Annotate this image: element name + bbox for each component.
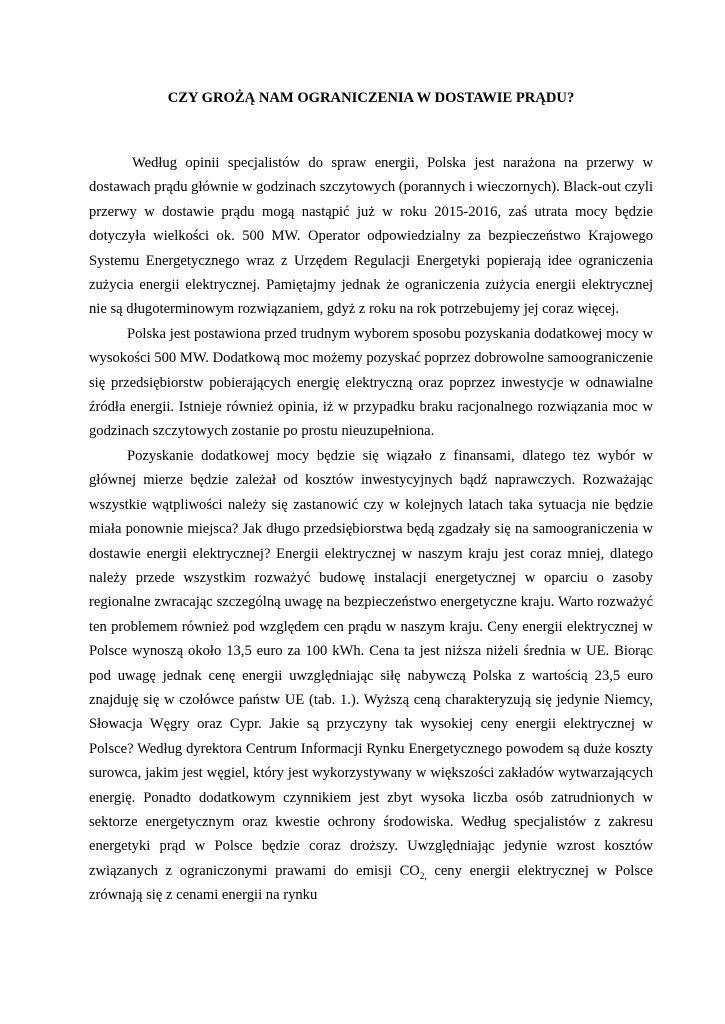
document-body	[89, 151, 653, 908]
paragraph-1: Według opinii specjalistów do spraw energii, Polska jest narażona na przerwy w dostawach prądu głównie w godzinach szczytowych (porannych i wieczornych). Black-out czyli przerwy w dostawie prądu mogą nastąpić już w roku 2015-2016, zaś utrata mocy będzie dotyczyła wielkości ok. 500 MW. Operator odpowiedzialny za bezpieczeństwo Krajowego Systemu Energetycznego wraz z Urzędem Regulacji Energetyki popierają idee ograniczenia zużycia energii elektrycznej. Pamiętajmy jednak że ograniczenia zużycia energii elektrycznej nie są długoterminowym rozwiązaniem, gdyż z roku na rok potrzebujemy jej coraz więcej.	[89, 155, 653, 318]
paragraph-3-tail: ceny energii elektrycznej w Polsce zrównają się z cenami energii na rynku	[89, 862, 653, 904]
paragraph-3-text: Pozyskanie dodatkowej mocy będzie się wiązało z finansami, dlatego tez wybór w głównej mierze będzie zależał od kosztów inwestycyjnych bądź naprawczych. Rozważając wszystkie wątpliwości należy się zastanowić czy w kolejnych latach taka sytuacja nie będzie miała ponownie miejsca? Jak długo przedsiębiorstwa będą zgadzały się na samoograniczenia w dostawie energii elektrycznej? Energii elektrycznej w naszym kraju jest coraz mniej, dlatego należy przede wszystkim rozważyć budowę instalacji energetycznej w oparciu o zasoby regionalne zwracając szczególną uwagę na bezpieczeństwo energetyczne kraju. Warto rozważyć ten problemem również pod względem cen prądu w naszym kraju. Ceny energii elektrycznej w Polsce wynoszą około 13,5 euro za 100 kWh. Cena ta jest niższa niżeli średnia w UE. Biorąc pod uwagę jednak cenę energii uwzględniając siłę nabywczą Polska z wartością 23,5 euro znajduję się w czołówce państw UE (tab. 1.). Wyższą ceną charakteryzują się jedynie Niemcy, Słowacja Węgry oraz Cypr. Jakie są przyczyny tak wysokiej ceny energii elektrycznej w Polsce? Według dyrektora Centrum Informacji Rynku Energetycznego powodem są duże koszty surowca, jakim jest węgiel, który jest wykorzystywany w większości zakładów wytwarzających energię. Ponadto dodatkowym czynnikiem jest zbyt wysoka liczba osób zatrudnionych w sektorze energetycznym oraz kwestie ochrony środowiska. Według specjalistów z zakresu energetyki prąd w Polsce będzie coraz droższy. Uwzględniając jedynie wzrost kosztów związanych z ograniczonymi prawami do emisji CO	[89, 447, 653, 879]
page-title: CZY GROŻĄ NAM OGRANICZENIA W DOSTAWIE PRĄDU?	[167, 90, 575, 106]
paragraph-2: Polska jest postawiona przed trudnym wyborem sposobu pozyskania dodatkowej mocy w wysokości 500 MW. Dodatkową moc możemy pozyskać poprzez dobrowolne samoograniczenie się przedsiębiorstw pobierających energię elektryczną oraz poprzez inwestycje w odnawialne źródła energii. Istnieje również opinia, iż w przypadku braku racjonalnego rozwiązania moc w godzinach szczytowych zostanie po prostu nieuzupełniona.	[89, 325, 653, 440]
co2-subscript: 2,	[419, 870, 427, 881]
paragraph-3	[89, 444, 653, 908]
